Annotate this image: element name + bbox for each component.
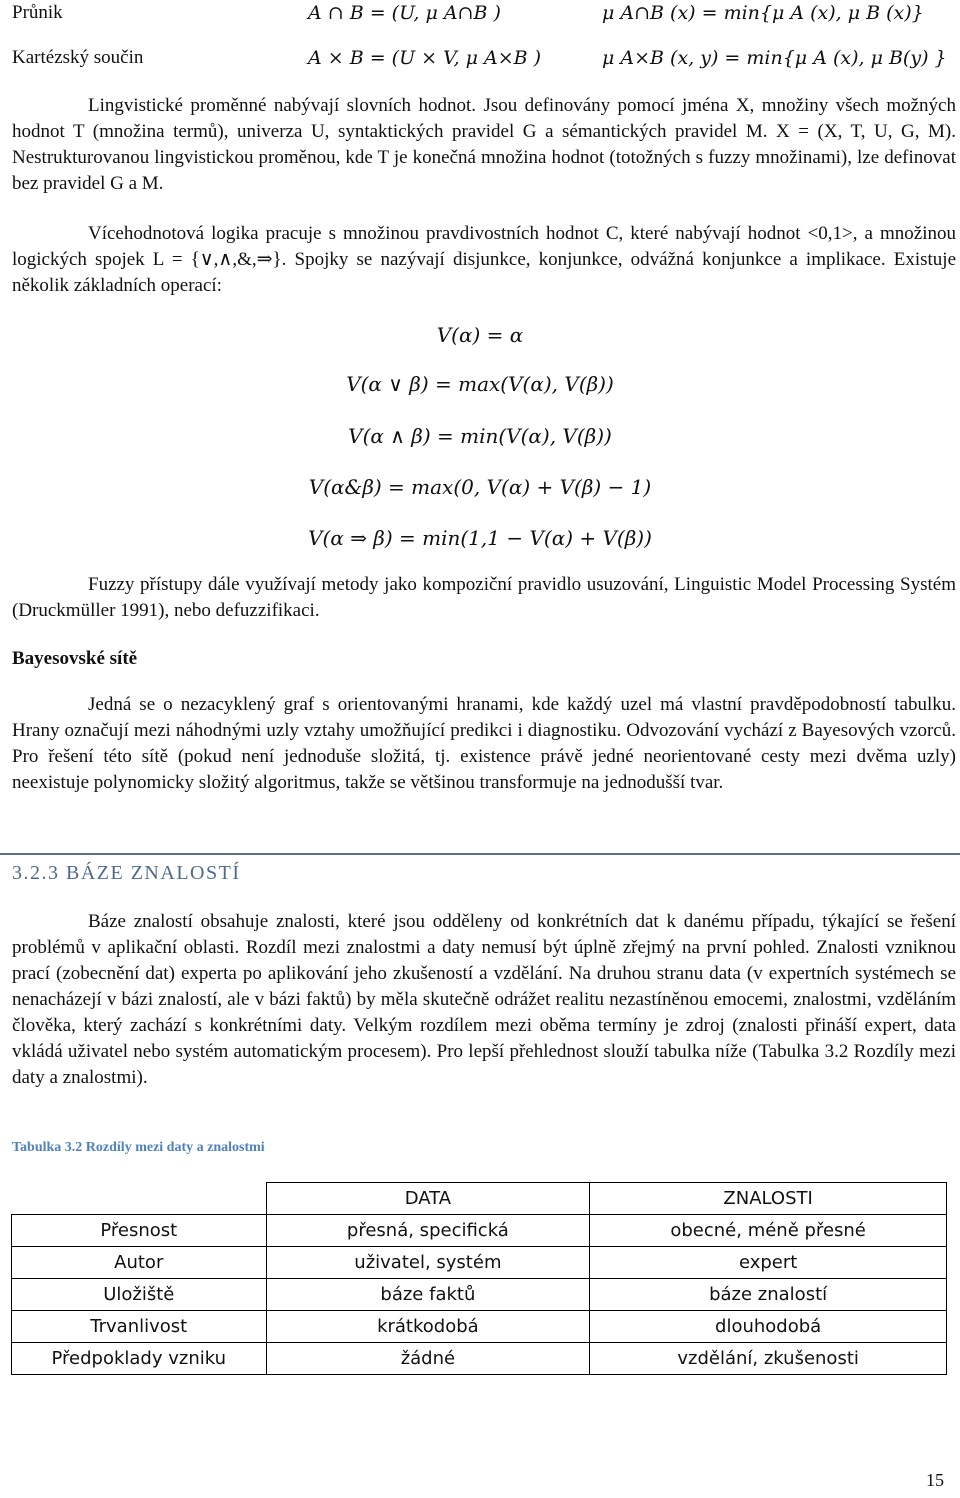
table-cell: Předpoklady vzniku	[12, 1343, 267, 1375]
table-cell: báze faktů	[266, 1279, 590, 1311]
formula-4: V(α&β) = max(0, V(α) + V(β) − 1)	[308, 475, 652, 499]
table-cell: krátkodobá	[266, 1311, 590, 1343]
table-header-data: DATA	[266, 1183, 590, 1215]
definition-function: μ A×B (x, y) = min{μ A (x), μ B(y) }	[602, 47, 947, 69]
table-cell: dlouhodobá	[590, 1311, 947, 1343]
definition-expression: A ∩ B = (U, μ A∩B )	[308, 2, 501, 24]
section-heading: 3.2.3 BÁZE ZNALOSTÍ	[12, 862, 241, 884]
paragraph-knowledge-base: Báze znalostí obsahuje znalosti, které jsou odděleny od konkrétních dat k danému případu, týkající se řešení problémů v aplikační oblasti. Rozdíl mezi znalostmi a daty nemusí být úplně zřejmý na první pohled. Znalosti vzniknou prací (zobecnění dat) experta po aplikování jeho zkušeností a vzdělání. Na druhou stranu data (v expertních systémech se nenacházejí v bázi znalostí, ale v bázi faktů) by měla skutečně odrážet realitu nezastíněnou emocemi, znalostmi, vzděláním člověka, který zachází s konkrétními daty. Velkým rozdílem mezi oběma termíny je zdroj (znalosti přináší expert, data vkládá uživatel nebo systém automatickým procesem). Pro lepší přehlednost slouží tabulka níže (Tabulka 3.2 Rozdíly mezi daty a znalostmi).	[12, 911, 956, 1088]
table-row	[12, 1343, 947, 1375]
comparison-table	[11, 1182, 947, 1375]
formula-5: V(α ⇒ β) = min(1,1 − V(α) + V(β))	[308, 526, 652, 550]
table-cell: Uložiště	[12, 1279, 267, 1311]
definition-expression: A × B = (U × V, μ A×B )	[308, 47, 542, 69]
table-row	[12, 1279, 947, 1311]
table-cell: Přesnost	[12, 1215, 267, 1247]
definition-name: Průnik	[12, 2, 63, 23]
paragraph-fuzzy: Fuzzy přístupy dále využívají metody jako kompoziční pravidlo usuzování, Linguistic Model Processing Systém (Druckmüller 1991), nebo defuzzifikaci.	[12, 574, 956, 621]
table-cell: Trvanlivost	[12, 1311, 267, 1343]
table-cell: přesná, specifická	[266, 1215, 590, 1247]
table-cell: báze znalostí	[590, 1279, 947, 1311]
table-cell: vzdělání, zkušenosti	[590, 1343, 947, 1375]
table-caption: Tabulka 3.2 Rozdíly mezi daty a znalostmi	[12, 1140, 265, 1155]
formula-3: V(α ∧ β) = min(V(α), V(β))	[348, 424, 612, 448]
table-cell: žádné	[266, 1343, 590, 1375]
bayes-heading: Bayesovské sítě	[12, 648, 138, 669]
table-row	[12, 1311, 947, 1343]
paragraph-linguistic: Lingvistické proměnné nabývají slovních hodnot. Jsou definovány pomocí jména X, množiny všech možných hodnot T (množina termů), univerza U, syntaktických pravidel G a sémantických pravidel M. X = (X, T, U, G, M). Nestrukturovanou lingvistickou proměnou, kde T je konečná množina hodnot (totožných s fuzzy množinami), lze definovat bez pravidel G a M.	[12, 95, 956, 194]
table-cell: obecné, méně přesné	[590, 1215, 947, 1247]
table-row	[12, 1247, 947, 1279]
formula-1: V(α) = α	[436, 323, 524, 347]
table-cell: uživatel, systém	[266, 1247, 590, 1279]
paragraph-multivalued-logic: Vícehodnotová logika pracuje s množinou pravdivostních hodnot C, které nabývají hodnot <0,1>, a množinou logických spojek L = {∨,∧,&,⇒}. Spojky se nazývají disjunkce, konjunkce, odvážná konjunkce a implikace. Existuje několik základních operací:	[12, 223, 956, 296]
table-cell: expert	[590, 1247, 947, 1279]
page-number: 15	[926, 1470, 944, 1490]
definition-function: μ A∩B (x) = min{μ A (x), μ B (x)}	[602, 2, 924, 24]
table-header-row	[12, 1183, 947, 1215]
table-header-knowledge: ZNALOSTI	[590, 1183, 947, 1215]
table-header-blank	[12, 1183, 267, 1215]
paragraph-bayes: Jedná se o nezacyklený graf s orientovanými hranami, kde každý uzel má vlastní pravděpodobností tabulku. Hrany označují mezi náhodnými uzly vztahy umožňující predikci i diagnostiku. Odvozování vychází z Bayesových vzorců. Pro řešení této sítě (pokud není jednoduše složitá, tj. existence právě jedné neorientované cesty mezi dvěma uzly) neexistuje polynomicky složitý algoritmus, takže se většinou transformuje na jednodušší tvar.	[12, 694, 956, 793]
formula-2: V(α ∨ β) = max(V(α), V(β))	[346, 372, 614, 396]
table-row	[12, 1215, 947, 1247]
definition-name: Kartézský součin	[12, 47, 144, 68]
table-cell: Autor	[12, 1247, 267, 1279]
section-divider	[0, 853, 960, 855]
